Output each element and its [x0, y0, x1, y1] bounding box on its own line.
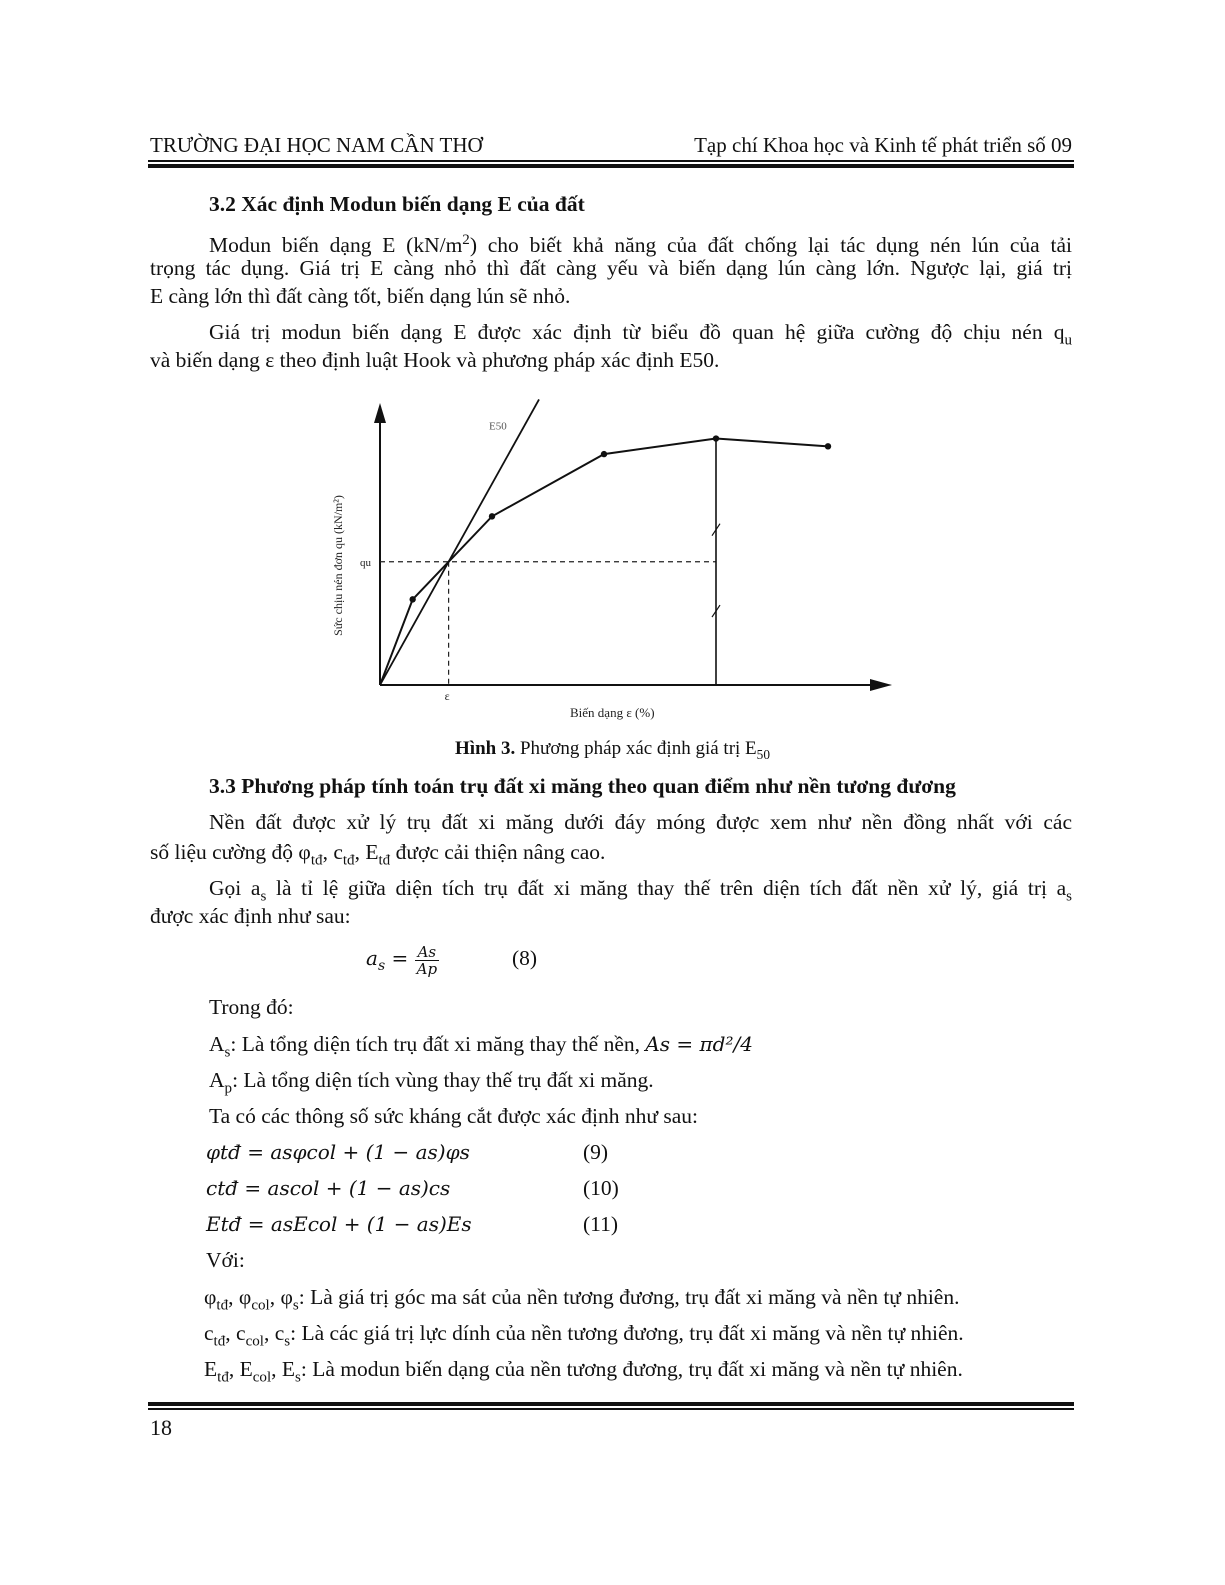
e50-stress-strain-chart	[300, 395, 920, 730]
figure-caption: Hình 3. Phương pháp xác định giá trị $E_{50}$	[455, 738, 770, 762]
data-point	[825, 443, 831, 449]
data-point	[601, 451, 607, 457]
y-axis-label: Sức chịu nén đơn qu (kN/m²)	[331, 495, 345, 636]
equation-8: $a_s$ = $\frac{As}{Ap}$	[366, 942, 438, 978]
journal-header-left: TRƯỜNG ĐẠI HỌC NAM CẦN THƠ	[150, 133, 483, 157]
paragraph-line: số liệu cường độ $\varphi_{tđ}$, $c_{tđ}$, $E_{tđ}$ được cải thiện nâng cao.	[150, 840, 606, 869]
e50-secant-line	[380, 399, 539, 685]
paragraph-line: Nền đất được xử lý trụ đất xi măng dưới đáy móng được xem như nền đồng nhất với các	[209, 810, 1072, 834]
footer-rule-thick	[148, 1402, 1074, 1406]
paragraph-line: E càng lớn thì đất càng tốt, biến dạng lún sẽ nhỏ.	[150, 284, 571, 308]
epsilon-tick-label: ε	[444, 689, 450, 703]
equation-number-9: (9)	[583, 1140, 609, 1164]
definition-phi: $\varphi_{tđ}$, $\varphi_{col}$, $\varphi_s$: Là giá trị góc ma sát của nền tương đương, trụ đất xi măng và nền tự nhiên.	[204, 1285, 960, 1314]
equation-10: ctđ = ascol + (1 − as)cs	[206, 1176, 451, 1200]
paragraph-line: Với:	[206, 1248, 245, 1272]
header-rule-thin	[148, 160, 1074, 162]
header-rule-thick	[148, 164, 1074, 168]
equation-number-10: (10)	[583, 1176, 619, 1200]
equation-9: φtđ = asφcol + (1 − as)φs	[206, 1140, 470, 1164]
section-heading-3-2: 3.2 Xác định Modun biến dạng E của đất	[209, 192, 585, 216]
footer-rule-thin	[148, 1408, 1074, 1410]
definition-E: $E_{tđ}$, $E_{col}$, $E_s$: Là modun biến dạng của nền tương đương, trụ đất xi măng và nền tự nhiên.	[204, 1357, 963, 1386]
y-axis-arrow	[374, 403, 386, 423]
equation-11: Etđ = asEcol + (1 − as)Es	[206, 1212, 472, 1236]
journal-header-right: Tạp chí Khoa học và Kinh tế phát triển số 09	[694, 133, 1072, 157]
chart-series	[380, 399, 831, 685]
section-heading-3-3: 3.3 Phương pháp tính toán trụ đất xi măng theo quan điểm như nền tương đương	[209, 774, 956, 798]
e50-label: E50	[489, 420, 507, 433]
data-point	[409, 596, 415, 602]
definition-c: $c_{tđ}$, $c_{col}$, $c_s$: Là các giá trị lực dính của nền tương đương, trụ đất xi măng và nền tự nhiên.	[204, 1321, 964, 1350]
definition-As: $A_s$: Là tổng diện tích trụ đất xi măng thay thế nền, As = πd²/4	[209, 1032, 753, 1061]
paragraph-line: Modun biến dạng E $(kN/m^2)$ cho biết khả năng của đất chống lại tác dụng nén lún của tải	[209, 232, 1072, 258]
chart-guides	[380, 439, 720, 685]
paragraph-line: và biến dạng ε theo định luật Hook và phương pháp xác định E50.	[150, 348, 720, 372]
x-axis-label: Biến dạng ε (%)	[570, 705, 655, 720]
paragraph-line: trọng tác dụng. Giá trị E càng nhỏ thì đất càng yếu và biến dạng lún càng lớn. Ngược lại, giá trị	[150, 256, 1072, 280]
data-point	[489, 513, 495, 519]
qu-tick-label: qu	[360, 556, 371, 569]
paragraph-line: Ta có các thông số sức kháng cắt được xác định như sau:	[209, 1104, 699, 1128]
definition-Ap: $A_p$: Là tổng diện tích vùng thay thế trụ đất xi măng.	[209, 1068, 654, 1097]
page-number: 18	[150, 1415, 172, 1440]
x-axis-arrow	[870, 679, 892, 691]
paragraph-line: được xác định như sau:	[150, 904, 351, 928]
equation-number-8: (8)	[512, 946, 538, 970]
paragraph-line: Trong đó:	[209, 995, 294, 1019]
equation-number-11: (11)	[583, 1212, 619, 1236]
paragraph-line: Giá trị modun biến dạng E được xác định từ biểu đồ quan hệ giữa cường độ chịu nén $q_u$	[209, 320, 1072, 349]
paragraph-line: Gọi $a_s$ là tỉ lệ giữa diện tích trụ đất xi măng thay thế trên diện tích đất nền xử lý, giá trị $a_s$	[209, 876, 1073, 905]
data-point	[713, 435, 719, 441]
